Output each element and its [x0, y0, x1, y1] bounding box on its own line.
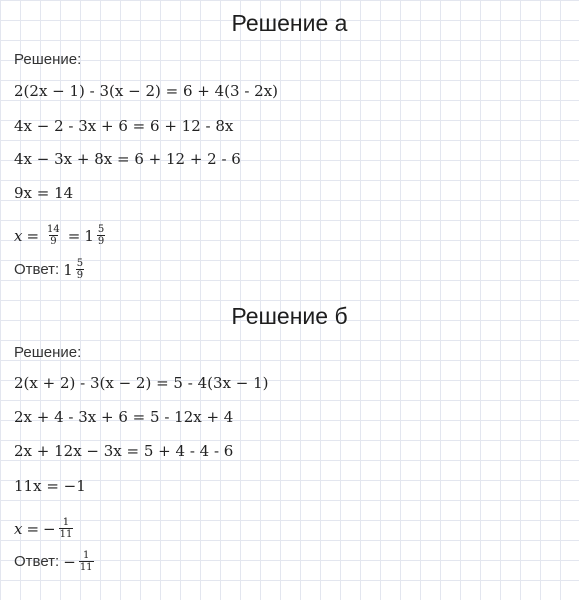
mixed-whole: 1 — [63, 260, 73, 279]
solution-b-line-2: 2x + 4 - 3x + 6 = 5 - 12x + 4 — [14, 408, 234, 426]
solution-b-answer — [14, 550, 97, 573]
fraction-denominator: 11 — [79, 562, 93, 573]
solution-a-line-2: 4x − 2 - 3x + 6 = 6 + 12 - 8x — [14, 117, 234, 135]
solution-b-label: Решение: — [14, 344, 82, 361]
minus-sign: − — [43, 519, 56, 538]
fraction-numerator: 1 — [62, 517, 70, 528]
answer-value — [63, 550, 96, 573]
solution-a-line-4: 9x = 14 — [14, 184, 74, 202]
fraction-5-9 — [76, 258, 84, 281]
fraction-numerator: 5 — [76, 258, 84, 269]
equals-sign: = — [26, 519, 40, 538]
fraction-numerator: 5 — [97, 224, 105, 235]
fraction-14-9 — [46, 224, 61, 247]
fraction-1-11 — [79, 550, 94, 573]
heading-solution-a: Решение а — [231, 10, 348, 36]
fraction-denominator: 9 — [50, 236, 57, 247]
solution-b-result — [14, 517, 76, 540]
solution-a-answer — [14, 258, 87, 281]
fraction-denominator: 11 — [59, 529, 73, 540]
solution-b-line-4: 11x = −1 — [14, 477, 86, 495]
fraction-denominator: 9 — [97, 236, 105, 247]
fraction-5-9 — [97, 224, 105, 247]
fraction-denominator: 9 — [76, 270, 84, 281]
solution-a-line-3: 4x − 3x + 8x = 6 + 12 + 2 - 6 — [14, 150, 241, 168]
result-variable: x — [14, 519, 23, 538]
equals-sign: = — [26, 226, 40, 245]
heading-solution-b: Решение б — [231, 303, 348, 329]
solution-a-label: Решение: — [14, 51, 82, 68]
minus-sign: − — [63, 552, 76, 571]
solution-b-line-1: 2(x + 2) - 3(x − 2) = 5 - 4(3x − 1) — [14, 374, 269, 392]
mixed-whole: 1 — [84, 226, 94, 245]
fraction-numerator: 14 — [47, 224, 60, 235]
solution-b-line-3: 2x + 12x − 3x = 5 + 4 - 4 - 6 — [14, 442, 234, 460]
fraction-1-11 — [59, 517, 74, 540]
fraction-numerator: 1 — [82, 550, 90, 561]
solution-a-result — [14, 224, 108, 247]
solution-a-line-1: 2(2x − 1) - 3(x − 2) = 6 + 4(3 - 2x) — [14, 82, 279, 100]
equals-sign: = — [67, 226, 81, 245]
answer-label: Ответ: — [14, 553, 60, 570]
result-variable: x — [14, 226, 23, 245]
answer-value — [63, 258, 87, 281]
answer-label: Ответ: — [14, 261, 60, 278]
